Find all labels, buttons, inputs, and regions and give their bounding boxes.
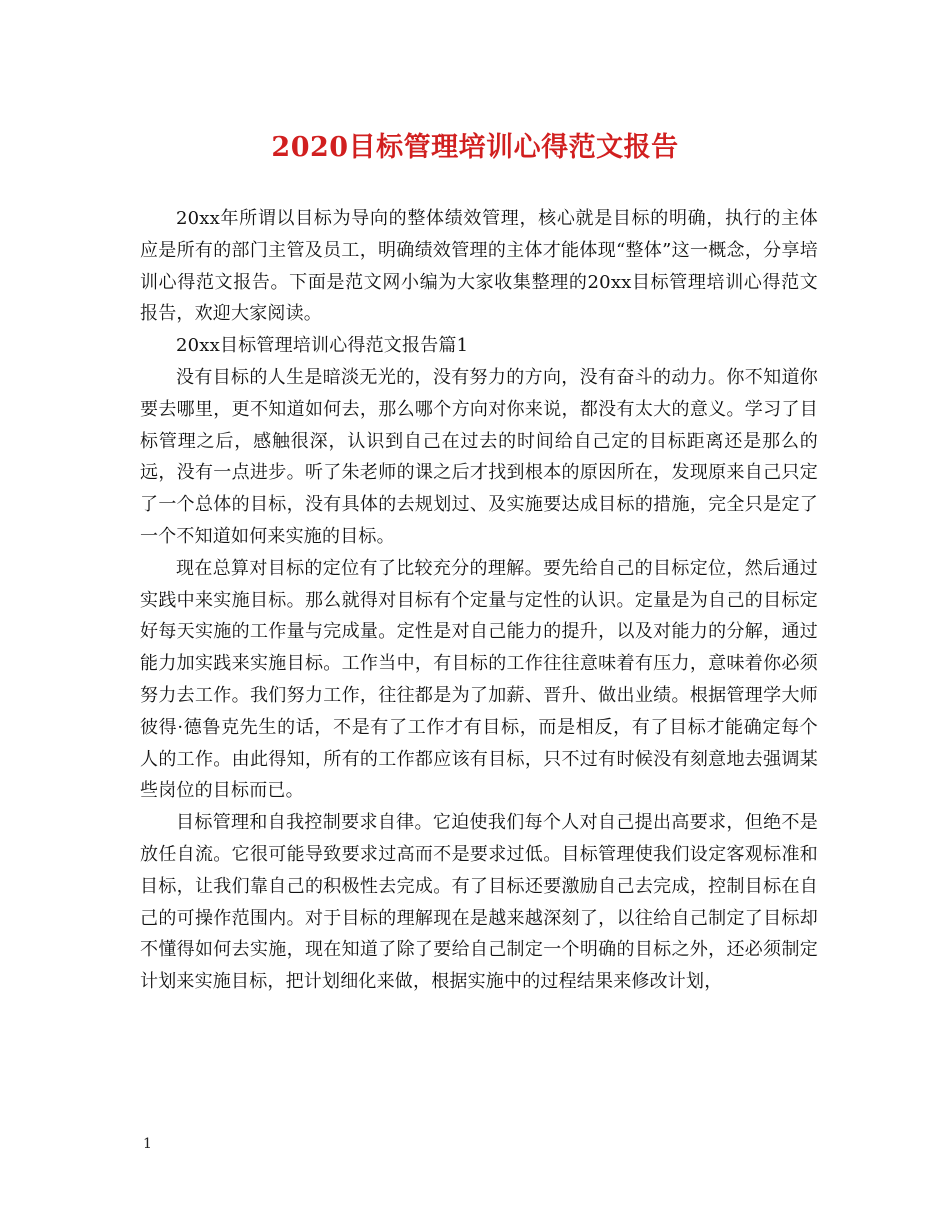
document-title: 2020目标管理培训心得范文报告 — [271, 132, 679, 163]
document-body — [140, 203, 818, 998]
section-heading: 20xx目标管理培训心得范文报告篇1 — [176, 335, 469, 357]
body-paragraph-3: 目标管理和自我控制要求自律。它迫使我们每个人对自己提出高要求，但绝不是放任自流。它很可能导致要求过高而不是要求过低。目标管理使我们设定客观标准和目标，让我们靠自己的积极性去完成。有了目标还要激励自己去完成，控制目标在自己的可操作范围内。对于目标的理解现在是越来越深刻了，以往给自己制定了目标却不懂得如何去实施，现在知道了除了要给自己制定一个明确的目标之外，还必须制定计划来实施目标，把计划细化来做，根据实施中的过程结果来修改计划， — [140, 812, 818, 993]
body-paragraph-1: 没有目标的人生是暗淡无光的，没有努力的方向，没有奋斗的动力。你不知道你要去哪里，更不知道如何去，那么哪个方向对你来说，都没有太大的意义。学习了目标管理之后，感触很深，认识到自己在过去的时间给自己定的目标距离还是那么的远，没有一点进步。听了朱老师的课之后才找到根本的原因所在，发现原来自己只定了一个总体的目标，没有具体的去规划过、及实施要达成目标的措施，完全只是定了一个不知道如何来实施的目标。 — [140, 366, 818, 547]
intro-paragraph: 20xx年所谓以目标为导向的整体绩效管理，核心就是目标的明确，执行的主体应是所有的部门主管及员工，明确绩效管理的主体才能体现“整体”这一概念，分享培训心得范文报告。下面是范文网小编为大家收集整理的20xx目标管理培训心得范文报告，欢迎大家阅读。 — [140, 208, 818, 325]
body-paragraph-2: 现在总算对目标的定位有了比较充分的理解。要先给自己的目标定位，然后通过实践中来实施目标。那么就得对目标有个定量与定性的认识。定量是为自己的目标定好每天实施的工作量与完成量。定性是对自己能力的提升，以及对能力的分解，通过能力加实践来实施目标。工作当中，有目标的工作往往意味着有压力，意味着你必须努力去工作。我们努力工作，往往都是为了加薪、晋升、做出业绩。根据管理学大师彼得·德鲁克先生的话，不是有了工作才有目标，而是相反，有了目标才能确定每个人的工作。由此得知，所有的工作都应该有目标，只不过有时候没有刻意地去强调某些岗位的目标而已。 — [140, 557, 818, 802]
page-number: 1 — [143, 1136, 152, 1152]
